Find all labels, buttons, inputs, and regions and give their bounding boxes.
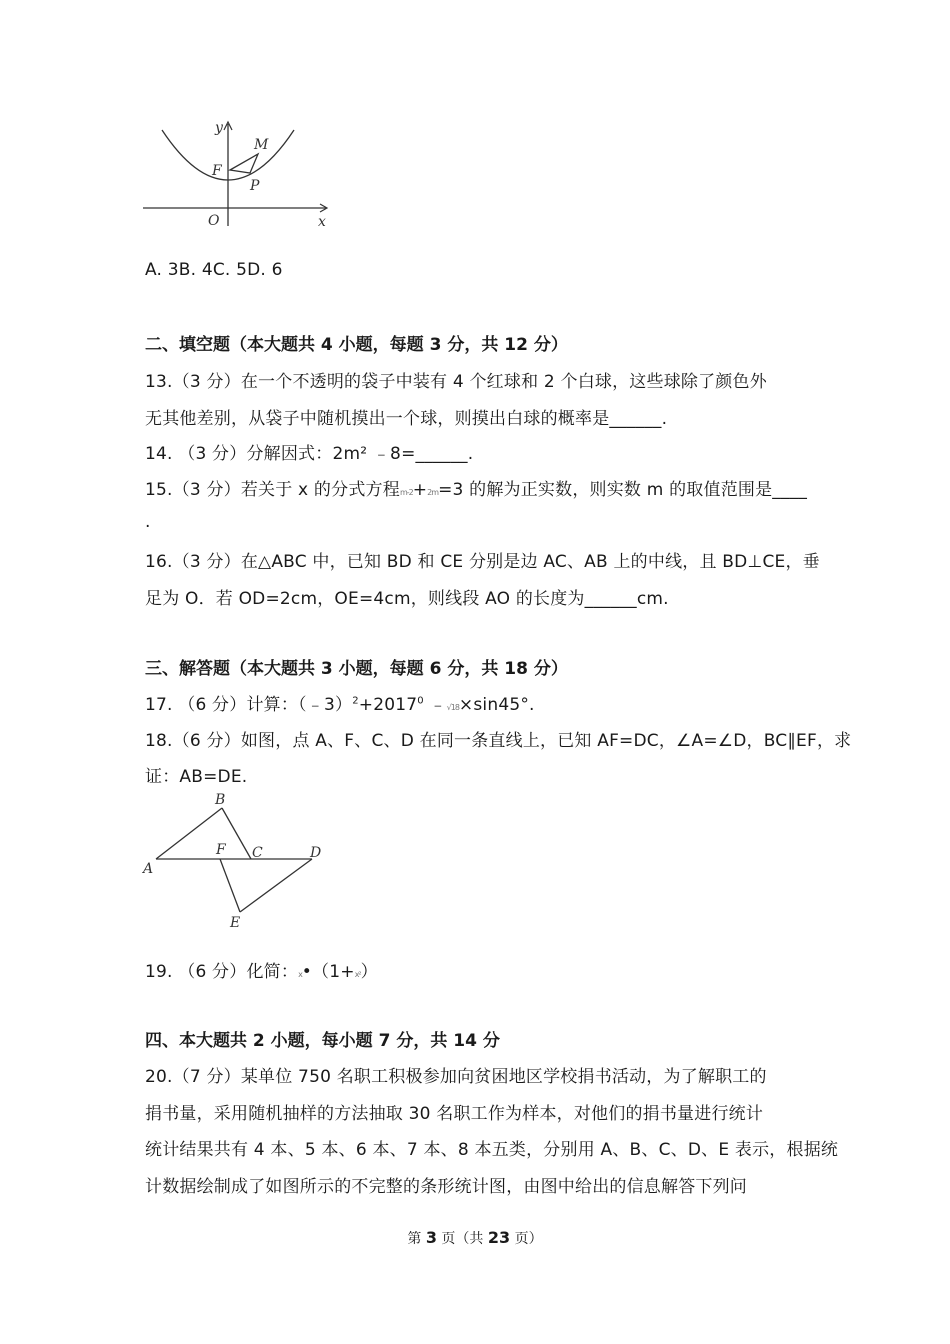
q14: 14. （3 分）分解因式：2m² ﹣8=______. [145,444,474,464]
q20-line3: 统计结果共有 4 本、5 本、6 本、7 本、8 本五类，分别用 A、B、C、D、E 表示，根据统 [145,1140,839,1160]
q15-line2: . [145,512,151,532]
segment-ab [156,808,222,859]
q19-fraction-2: x² [354,970,361,979]
q20-line1: 20.（7 分）某单位 750 名职工积极参加向贫困地区学校捐书活动，为了解职工的 [145,1067,767,1087]
q17-sqrt: √18 [446,703,459,712]
q13-line1: 13.（3 分）在一个不透明的袋子中装有 4 个红球和 2 个白球，这些球除了颜色外 [145,372,767,392]
q17-before: 17. （6 分）计算：（﹣3） [145,695,353,715]
q17-mid: +2017 [358,695,418,715]
q13-line2: 无其他差别，从袋子中随机摸出一个球，则摸出白球的概率是______. [145,409,668,429]
section2-heading: 二、填空题（本大题共 4 小题，每题 3 分，共 12 分） [145,335,568,355]
label-f: F [216,842,226,858]
segment-bc [222,808,251,859]
q19-dot: •（1+ [301,962,355,982]
q15-plus: + [412,480,428,500]
q20-line4: 计数据绘制成了如图所示的不完整的条形统计图，由图中给出的信息解答下列问 [145,1177,747,1197]
section4-heading: 四、本大题共 2 小题，每小题 7 分，共 14 分 [145,1031,500,1051]
label-a: A [143,861,154,877]
triangle-figure [140,790,330,940]
footer-total-pages: 23 [487,1228,511,1247]
q17-exponent-1: 2 [352,695,359,707]
page-footer [0,1228,950,1248]
q18-line2: 证：AB=DE. [145,767,248,787]
label-c: C [252,845,263,861]
footer-suffix: 页） [510,1231,543,1247]
label-f: F [212,163,222,179]
q12-options: A. 3B. 4C. 5D. 6 [145,260,283,280]
label-origin: O [208,213,220,229]
label-p: P [250,178,260,194]
q17-after: ×sin45°. [458,695,535,715]
triangle-fmp [230,154,258,173]
parabola-figure [140,118,340,230]
q16-line2: 足为 O．若 OD=2cm，OE=4cm，则线段 AO 的长度为______cm. [145,589,669,609]
q15-before: 15.（3 分）若关于 x 的分式方程 [145,480,400,500]
q15-fraction-a: m-2 [399,488,413,497]
q15-line1 [145,475,807,500]
q19-after: ） [360,962,378,982]
footer-page-number: 3 [425,1228,437,1247]
q17-exponent-2: 0 [417,695,424,707]
segment-ed [240,859,312,912]
q17 [145,690,535,715]
label-x: x [318,214,326,230]
section3-heading: 三、解答题（本大题共 3 小题，每题 6 分，共 18 分） [145,659,568,679]
label-d: D [310,845,322,861]
segment-fe [220,859,240,912]
q16-line1: 16.（3 分）在△ABC 中，已知 BD 和 CE 分别是边 AC、AB 上的中线，且 BD⊥CE，垂 [145,552,820,572]
label-y: y [215,120,223,136]
q19-fraction-1: x [298,970,302,979]
q15-fraction-b: 2m [427,488,439,497]
footer-prefix: 第 [407,1231,426,1247]
q19-before: 19. （6 分）化简： [145,962,299,982]
footer-middle: 页（共 [436,1231,488,1247]
q18-line1: 18.（6 分）如图，点 A、F、C、D 在同一条直线上，已知 AF=DC，∠A=∠D，BC∥EF，求 [145,731,852,751]
q17-minus: ﹣ [423,695,447,715]
label-e: E [230,915,241,931]
q15-after: =3 的解为正实数，则实数 m 的取值范围是____ [438,480,808,500]
label-b: B [215,792,226,808]
q19 [145,957,378,982]
q20-line2: 捐书量，采用随机抽样的方法抽取 30 名职工作为样本，对他们的捐书量进行统计 [145,1104,764,1124]
label-m: M [254,137,269,153]
